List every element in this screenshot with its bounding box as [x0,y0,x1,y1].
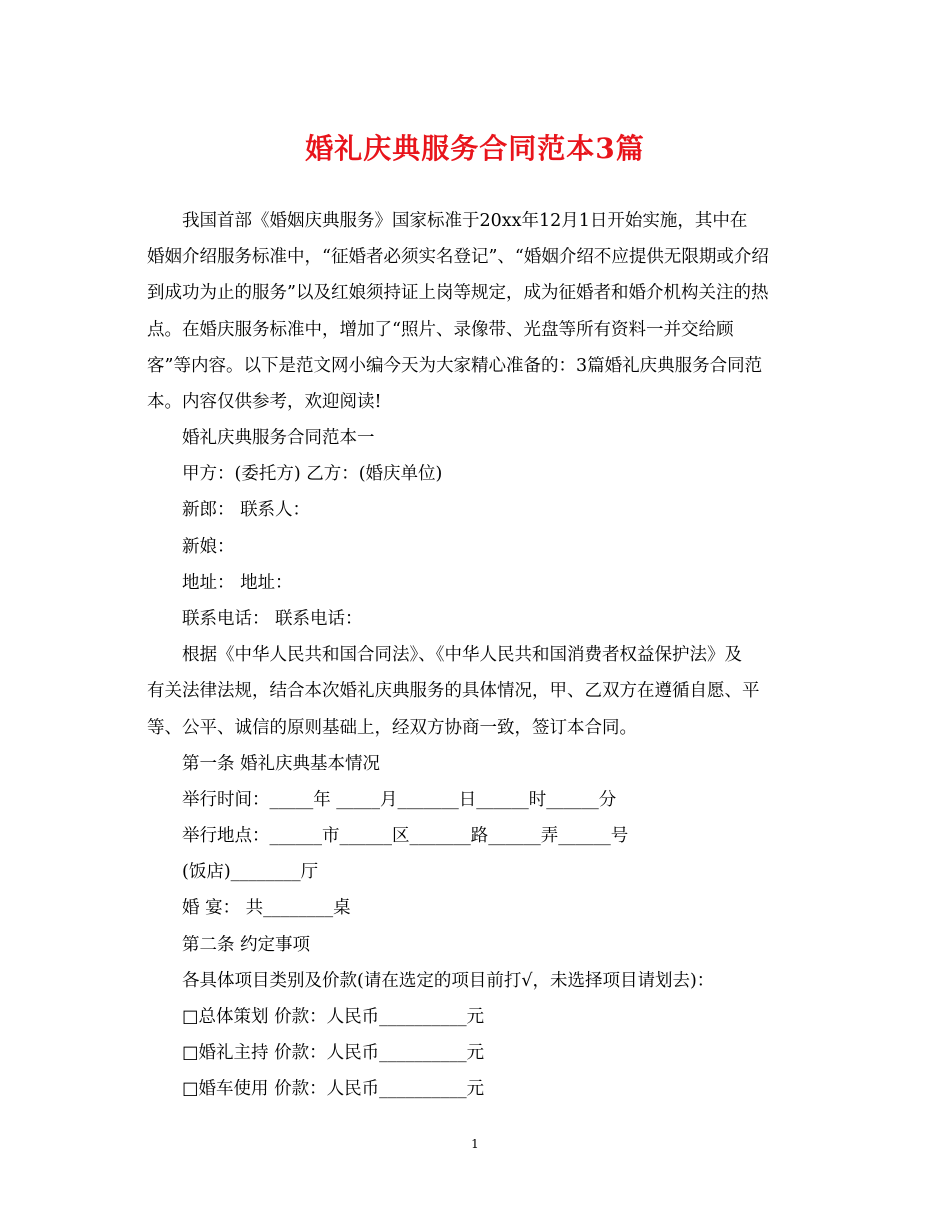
bride-line: 新娘： [182,536,235,557]
intro-paragraph [147,203,817,420]
intro-line: 到成功为止的服务”以及红娘须持证上岗等规定，成为征婚者和婚介机构关注的热 [147,283,769,304]
address-line: 地址： 地址： [182,572,293,593]
groom-line: 新郎： 联系人： [182,500,311,521]
intro-line: 婚姻介绍服务标准中，“征婚者必须实名登记”、“婚姻介绍不应提供无限期或介绍 [147,247,769,268]
article1-heading: 第一条 婚礼庆典基本情况 [182,753,381,774]
phone-line: 联系电话： 联系电话： [182,608,363,629]
intro-line: 点。在婚庆服务标准中，增加了“照片、录像带、光盘等所有资料一并交给顾 [147,319,734,340]
intro-line: 本。内容仅供参考，欢迎阅读! [147,391,382,412]
section-heading: 婚礼庆典服务合同范本一 [182,428,375,448]
hotel-line: (饭店)________厅 [182,862,319,883]
intro-line: 客”等内容。以下是范文网小编今天为大家精心准备的：3篇婚礼庆典服务合同范 [147,355,763,376]
place-line: 举行地点：______市______区_______路______弄______号 [182,826,629,847]
page-number: 1 [471,1137,479,1151]
parties-line: 甲方：(委托方) 乙方：(婚庆单位) [182,464,443,485]
article2-heading: 第二条 约定事项 [182,934,311,955]
basis-line: 根据《中华人民共和国合同法》、《中华人民共和国消费者权益保护法》及 [182,645,742,666]
intro-line: 我国首部《婚姻庆典服务》国家标准于20xx年12月1日开始实施，其中在 [182,211,748,231]
time-line: 举行时间：_____年 _____月_______日______时______分 [182,789,617,810]
item-line: □总体策划 价款：人民币__________元 [182,1007,485,1027]
item-line: □婚礼主持 价款：人民币__________元 [182,1043,485,1064]
basis-line: 等、公平、诚信的原则基础上，经双方协商一致，签订本合同。 [147,717,637,738]
item-line: □婚车使用 价款：人民币__________元 [182,1079,485,1100]
document-title: 婚礼庆典服务合同范本3篇 [305,132,645,165]
items-intro: 各具体项目类别及价款(请在选定的项目前打√，未选择项目请划去)： [182,970,715,991]
banquet-line: 婚 宴： 共________桌 [182,898,351,919]
contract-body [147,420,817,1108]
basis-line: 有关法律法规，结合本次婚礼庆典服务的具体情况，甲、乙双方在遵循自愿、平 [147,681,760,702]
